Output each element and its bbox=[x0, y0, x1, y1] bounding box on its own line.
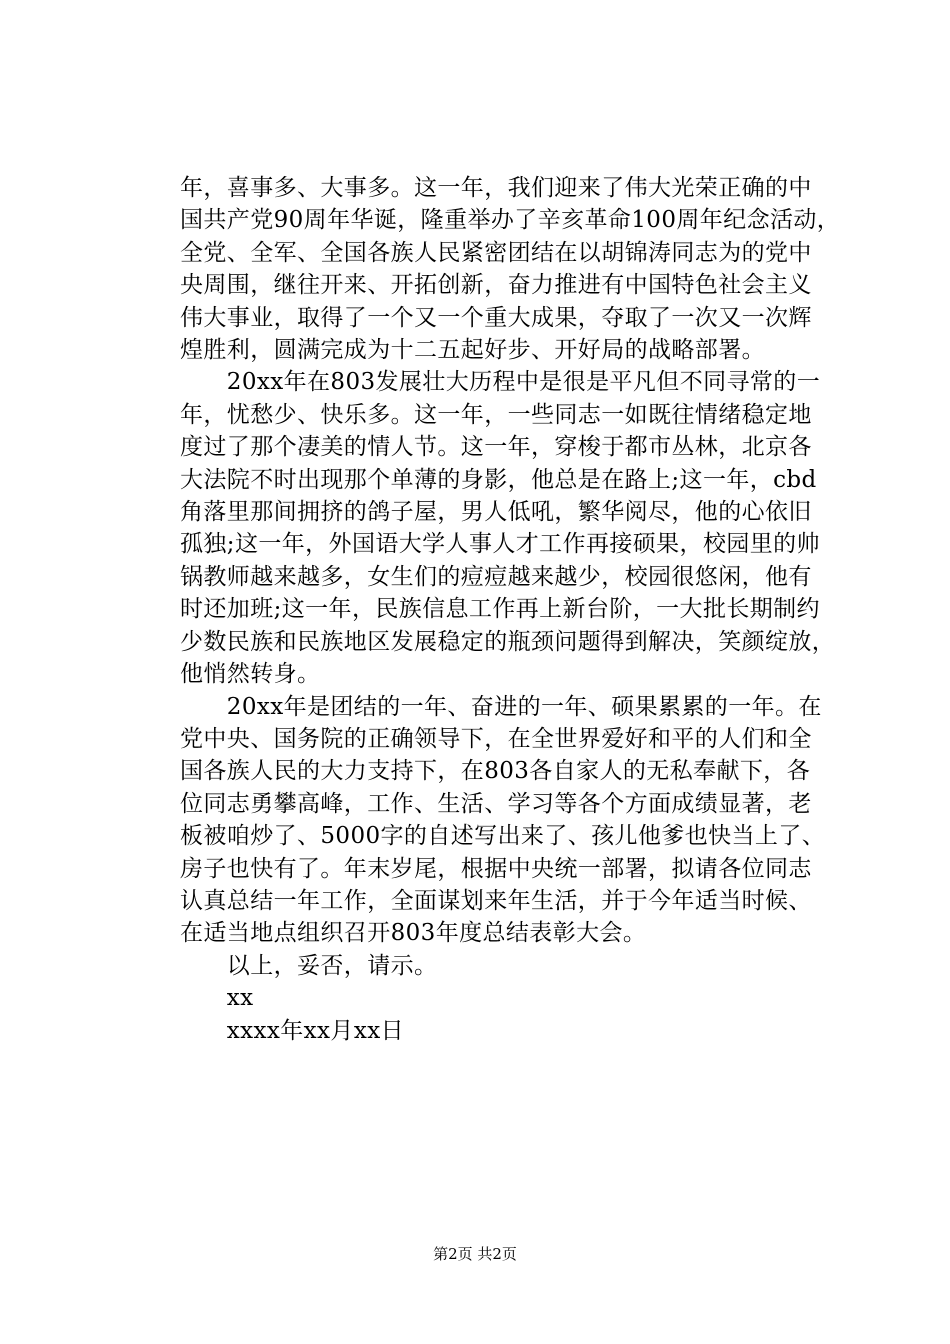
text-line: 20xx年是团结的一年、奋进的一年、硕果累累的一年。在 bbox=[180, 693, 822, 720]
text-line: 度过了那个凄美的情人节。这一年，穿梭于都市丛林，北京各 bbox=[180, 434, 812, 461]
document-body bbox=[180, 172, 840, 1047]
text-line: 年，忧愁少、快乐多。这一年，一些同志一如既往情绪稳定地 bbox=[180, 401, 812, 428]
text-line: 孤独;这一年，外国语大学人事人才工作再接硕果，校园里的帅 bbox=[180, 531, 820, 558]
closing-text: 以上，妥否，请示。 bbox=[180, 952, 438, 979]
text-line: 认真总结一年工作，全面谋划来年生活，并于今年适当时候、 bbox=[180, 887, 812, 914]
page-number-label: 第2页 共2页 bbox=[433, 1245, 517, 1263]
text-line: 20xx年在803发展壮大历程中是很是平凡但不同寻常的一 bbox=[180, 369, 821, 396]
text-line: 锅教师越来越多，女生们的痘痘越来越少，校园很悠闲，他有 bbox=[180, 563, 812, 590]
text-line: 他悄然转身。 bbox=[180, 661, 321, 688]
text-line: 房子也快有了。年末岁尾，根据中央统一部署，拟请各位同志 bbox=[180, 855, 812, 882]
text-line: 大法院不时出现那个单薄的身影，他总是在路上;这一年，cbd bbox=[180, 466, 817, 493]
text-line: 央周围，继往开来、开拓创新，奋力推进有中国特色社会主义 bbox=[180, 272, 812, 299]
text-line: 时还加班;这一年，民族信息工作再上新台阶，一大批长期制约 bbox=[180, 596, 820, 623]
text-line: 角落里那间拥挤的鸽子屋，男人低吼，繁华阅尽，他的心依旧 bbox=[180, 499, 812, 526]
text-line: 党中央、国务院的正确领导下，在全世界爱好和平的人们和全 bbox=[180, 725, 812, 752]
text-line: 伟大事业，取得了一个又一个重大成果，夺取了一次又一次辉 bbox=[180, 304, 812, 331]
text-line: 板被咱炒了、5000字的自述写出来了、孩儿他爹也快当上了、 bbox=[180, 823, 826, 850]
text-line: 煌胜利，圆满完成为十二五起好步、开好局的战略部署。 bbox=[180, 337, 765, 364]
text-line: 位同志勇攀高峰，工作、生活、学习等各个方面成绩显著，老 bbox=[180, 790, 812, 817]
text-line: 国共产党90周年华诞，隆重举办了辛亥革命100周年纪念活动， bbox=[180, 207, 841, 234]
text-line: 在适当地点组织召开803年度总结表彰大会。 bbox=[180, 920, 647, 947]
page-footer bbox=[0, 1244, 950, 1264]
text-line: 全党、全军、全国各族人民紧密团结在以胡锦涛同志为的党中 bbox=[180, 239, 812, 266]
text-line: 国各族人民的大力支持下，在803各自家人的无私奉献下，各 bbox=[180, 758, 811, 785]
signature-name: xx bbox=[180, 985, 254, 1012]
text-line: 年，喜事多、大事多。这一年，我们迎来了伟大光荣正确的中 bbox=[180, 175, 812, 201]
text-line: 少数民族和民族地区发展稳定的瓶颈问题得到解决，笑颜绽放， bbox=[180, 628, 836, 655]
signature-date: xxxx年xx月xx日 bbox=[180, 1017, 404, 1044]
